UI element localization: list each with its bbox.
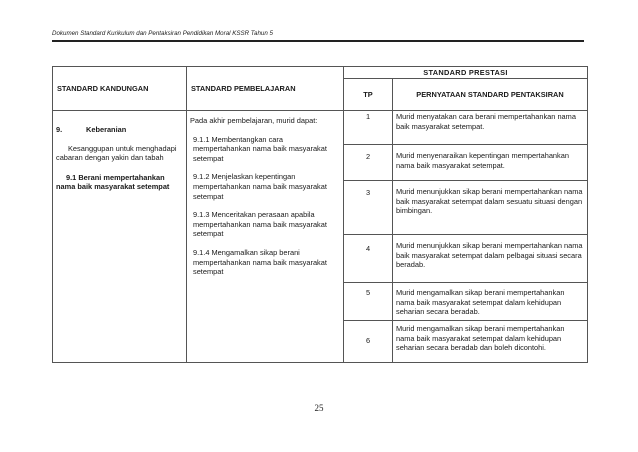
tp-value: 5 [344, 283, 393, 321]
pembelajaran-item: 9.1.1 Membentangkan cara mempertahankan nama baik masyarakat setempat [193, 134, 327, 163]
header-standard-prestasi: STANDARD PRESTASI [344, 67, 588, 79]
pernyataan-text: Murid mengamalkan sikap berani mempertahankan nama baik masyarakat setempat dalam kehidupan seharian secara beradab dan boleh dicontohi. [393, 321, 588, 363]
pembelajaran-intro: Pada akhir pembelajaran, murid dapat: [190, 116, 318, 125]
pembelajaran-item: 9.1.4 Mengamalkan sikap berani mempertahankan nama baik masyarakat setempat [193, 247, 327, 277]
pembelajaran-item: 9.1.3 Menceritakan perasaan apabila mempertahankan nama baik masyarakat setempat [193, 210, 327, 239]
kandungan-heading [56, 116, 183, 135]
page-number: 25 [314, 403, 324, 413]
header-tp: TP [344, 79, 393, 111]
standard-table [52, 66, 588, 363]
tp-value: 2 [344, 145, 393, 181]
document-header-title: Dokumen Standard Kurikulum dan Pentaksiran Pendidikan Moral KSSR Tahun 5 [52, 30, 273, 37]
tp-value: 1 [344, 111, 393, 145]
header-divider [52, 40, 584, 42]
kandungan-number: 9. [56, 125, 63, 134]
kandungan-title: Keberanian [86, 125, 127, 134]
pernyataan-text: Murid mengamalkan sikap berani mempertahankan nama baik masyarakat setempat dalam kehidupan seharian secara beradab. [393, 283, 588, 321]
tp-value: 4 [344, 235, 393, 283]
pernyataan-text: Murid menunjukkan sikap berani mempertahankan nama baik masyarakat setempat dalam pelbagai situasi secara beradab. [393, 235, 588, 283]
kandungan-sub-item: 9.1 Berani mempertahankan nama baik masyarakat setempat [56, 172, 170, 192]
tp-value: 3 [344, 181, 393, 235]
tp-value: 6 [344, 321, 393, 363]
pernyataan-text: Murid menunjukkan sikap berani mempertahankan nama baik masyarakat setempat dalam sesuatu situasi dengan bimbingan. [393, 181, 588, 235]
header-pernyataan: PERNYATAAN STANDARD PENTAKSIRAN [393, 79, 588, 111]
header-standard-pembelajaran: STANDARD PEMBELAJARAN [187, 67, 344, 111]
pembelajaran-item: 9.1.2 Menjelaskan kepentingan mempertahankan nama baik masyarakat setempat [193, 172, 327, 201]
pernyataan-text: Murid menyenaraikan kepentingan mempertahankan nama baik masyarakat setempat. [393, 145, 588, 181]
header-standard-kandungan: STANDARD KANDUNGAN [53, 67, 187, 111]
standard-pembelajaran-cell [187, 111, 344, 363]
standard-kandungan-cell [53, 111, 187, 363]
kandungan-description: Kesanggupan untuk menghadapi cabaran dengan yakin dan tabah [56, 143, 177, 163]
pernyataan-text: Murid menyatakan cara berani mempertahankan nama baik masyarakat setempat. [393, 111, 588, 145]
